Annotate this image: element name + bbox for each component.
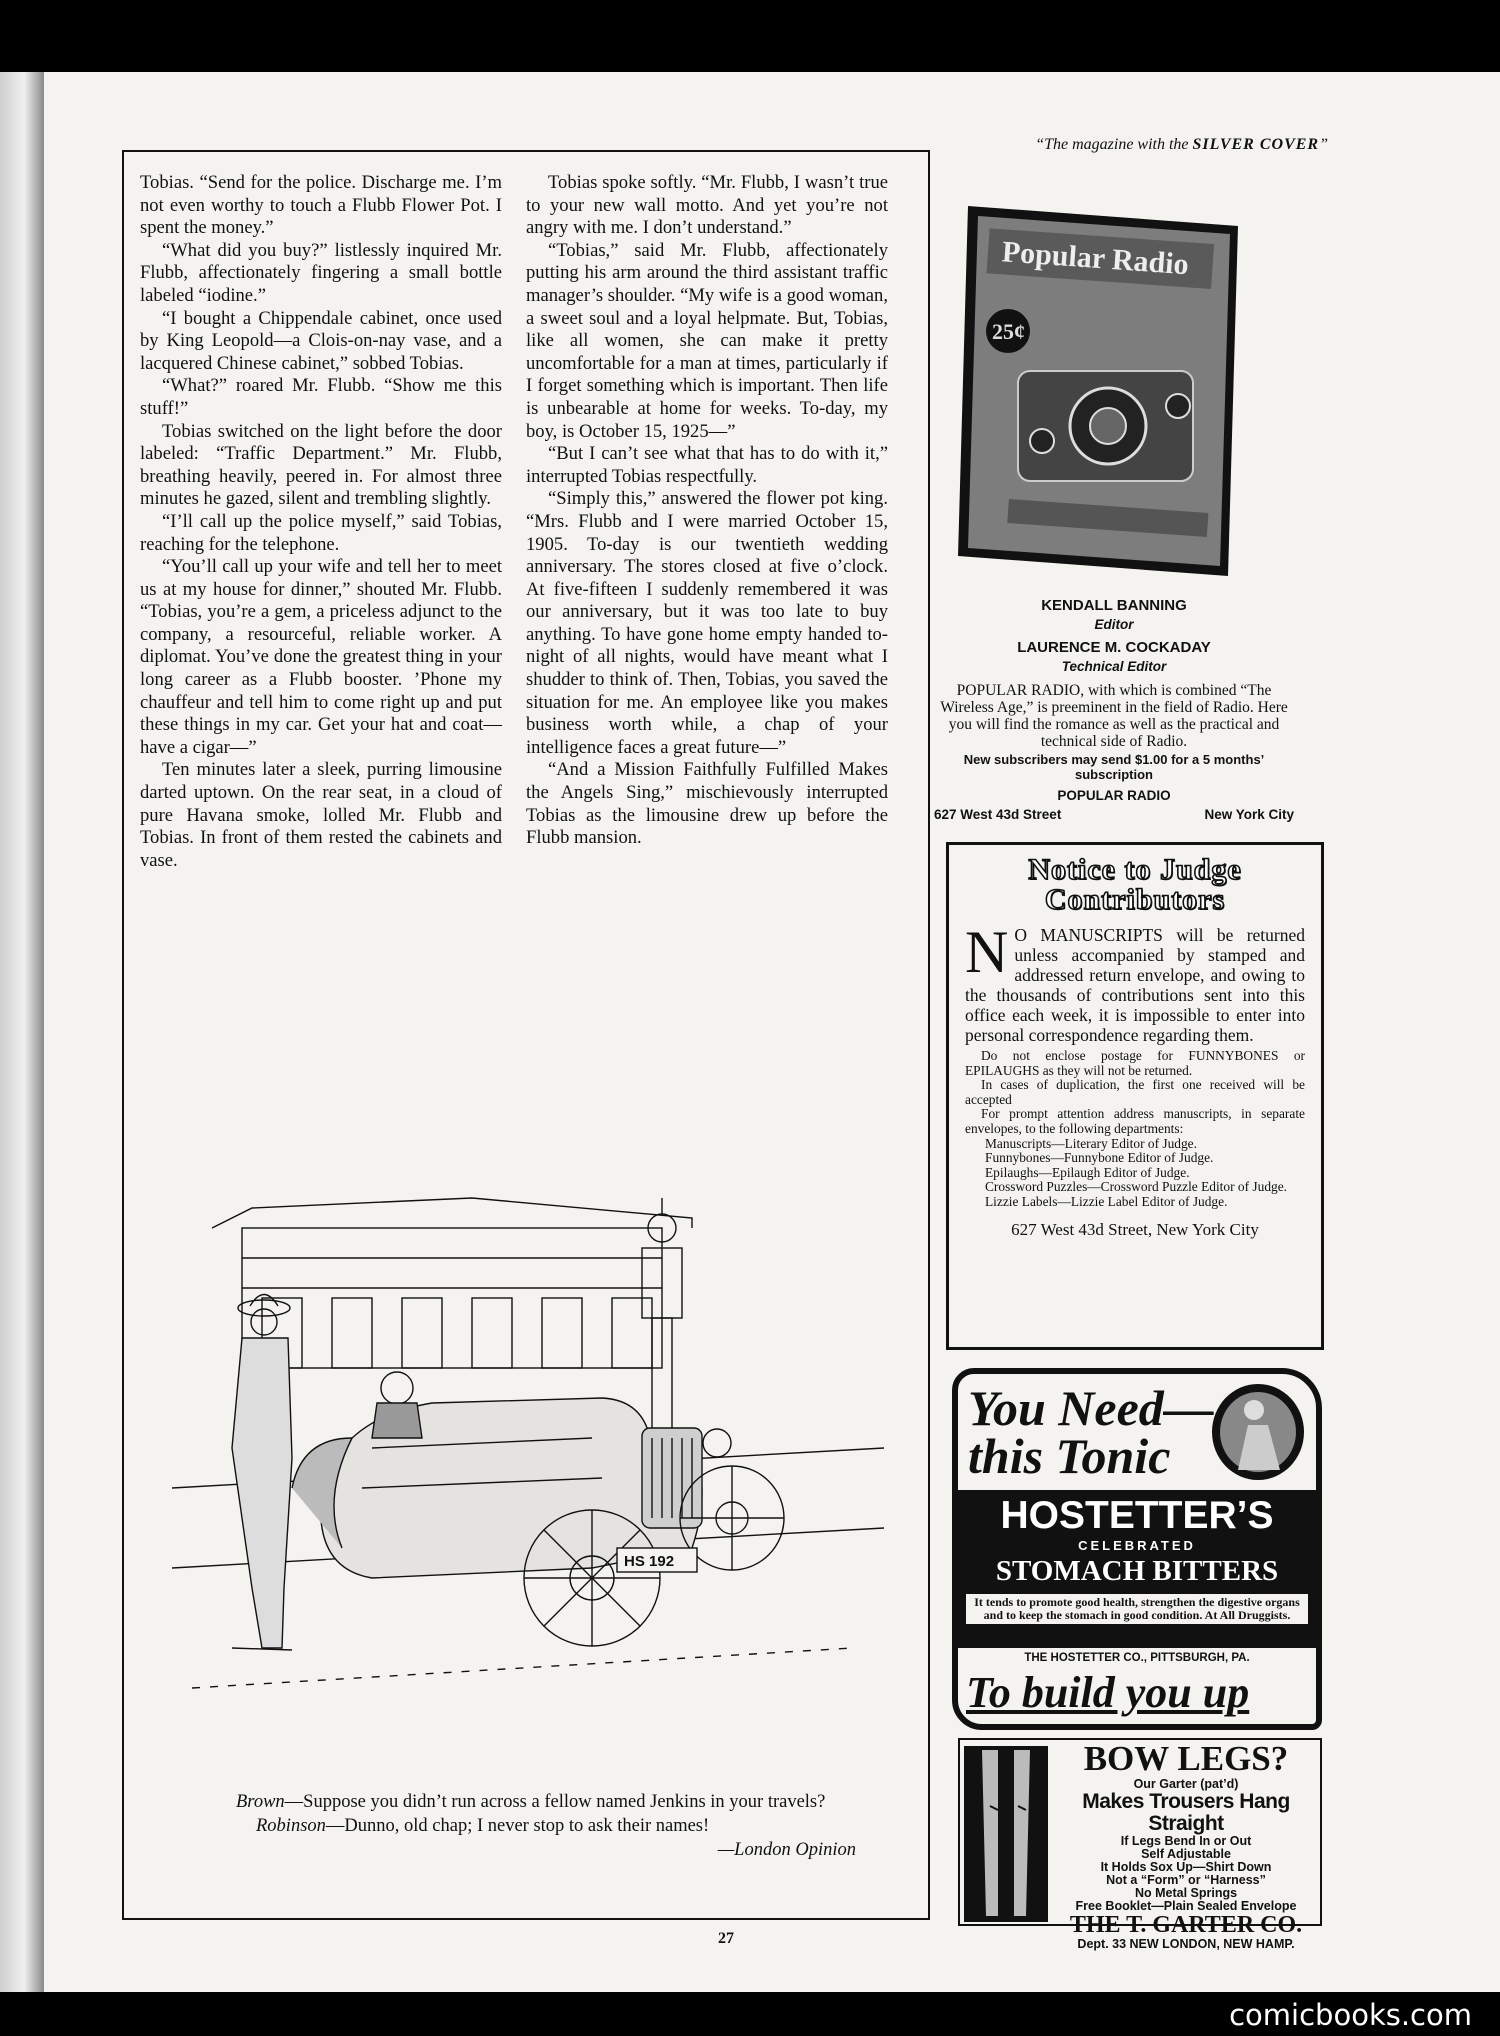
department-item: Lizzie Labels—Lizzie Label Editor of Judge. xyxy=(985,1193,1228,1209)
garter-main: Makes Trousers Hang Straight xyxy=(1082,1790,1290,1835)
tonic-headline: You Need— xyxy=(968,1380,1214,1436)
caption-line: —Dunno, old chap; I never stop to ask their names! xyxy=(325,1816,710,1836)
notice-title: Notice to Judge Contributors xyxy=(1028,853,1242,916)
cartoon-caption xyxy=(236,1790,856,1862)
cover-title: Popular Radio xyxy=(1000,235,1190,282)
tonic-headline: this Tonic xyxy=(968,1428,1171,1484)
license-plate: HS 192 xyxy=(624,1553,675,1570)
paragraph: Tobias spoke softly. “Mr. Flubb, I wasn’t true to your new wall motto. And yet you’re not angry with me. I don’t understand.” xyxy=(526,172,888,239)
tonic-slogan: To build you up xyxy=(966,1668,1250,1717)
magazine-cover-image xyxy=(958,196,1258,578)
publisher-name: POPULAR RADIO xyxy=(1057,788,1171,803)
paragraph: “What did you buy?” listlessly inquired Mr. Flubb, affectionately fingering a small bottle labeled “iodine.” xyxy=(140,239,502,306)
department-item: Epilaughs—Epilaugh Editor of Judge. xyxy=(985,1164,1190,1180)
story-column-2 xyxy=(526,172,888,850)
paragraph: “I’ll call up the police myself,” said Tobias, reaching for the telephone. xyxy=(140,510,502,555)
tech-editor-name: LAURENCE M. COCKADAY xyxy=(1017,639,1211,656)
figure-vignette-icon xyxy=(1208,1380,1308,1484)
drop-cap: N xyxy=(965,919,1009,985)
radio-masthead xyxy=(934,596,1294,824)
speaker-name: Brown xyxy=(236,1792,285,1812)
book-spine xyxy=(0,72,44,1992)
page-number: 27 xyxy=(718,1930,734,1947)
paragraph: “You’ll call up your wife and tell her to meet us at my house for dinner,” shouted Mr. Flubb. “Tobias, you’re a gem, a priceless adjunct to the company, a resourceful, reliable worker. A diplomat. You’ve done the greatest thing in your long career as a Flubb booster. ’Phone my chauffeur and tell him to come right up and put these things in my car. Get your hat and coat—have a cigar—” xyxy=(140,556,502,758)
garter-headline: BOW LEGS? xyxy=(1083,1739,1289,1778)
paragraph: Ten minutes later a sleek, purring limousine darted uptown. On the rear seat, in a cloud of pure Havana smoke, lolled Mr. Flubb and Tobias. In front of them rested the cabinets and vase. xyxy=(140,759,502,871)
department-item: Funnybones—Funnybone Editor of Judge. xyxy=(985,1150,1214,1166)
paragraph: “And a Mission Faithfully Fulfilled Makes the Angels Sing,” mischievously interrupted Tobias as the limousine drew up before the Flubb mansion. xyxy=(526,759,888,849)
tonic-brand: HOSTETTER’S xyxy=(1000,1494,1274,1537)
notice-paragraph: Do not enclose postage for FUNNYBONES or EPILAUGHS as they will not be returned. xyxy=(965,1048,1305,1078)
speaker-name: Robinson xyxy=(256,1816,326,1836)
editor-title: Editor xyxy=(1094,617,1134,632)
paragraph: “What?” roared Mr. Flubb. “Show me this stuff!” xyxy=(140,375,502,419)
cover-price: 25¢ xyxy=(992,319,1025,344)
tech-editor-title: Technical Editor xyxy=(1061,659,1167,674)
editor-name: KENDALL BANNING xyxy=(1041,597,1187,614)
notice-box xyxy=(946,842,1324,1350)
notice-paragraph: In cases of duplication, the first one received will be accepted xyxy=(965,1077,1305,1107)
notice-lead: O MANUSCRIPTS will be returned unless accompanied by stamped and addressed return envelope, and owing to the thousands of contributions sent into this office each week, it is impossible to enter into personal correspondence regarding them. xyxy=(965,925,1305,1045)
tonic-celebrated: CELEBRATED xyxy=(1078,1538,1196,1553)
radio-tagline: “The magazine with the SILVER COVER” xyxy=(1035,136,1328,153)
story-column-1 xyxy=(140,172,502,872)
department-list xyxy=(965,1137,1305,1210)
paragraph: “I bought a Chippendale cabinet, once used by King Leopold—a Clois-on-nay vase, and a lacquered Chinese cabinet,” sobbed Tobias. xyxy=(140,307,502,374)
publisher-address: 627 West 43d Street New York City xyxy=(934,807,1294,822)
paragraph: Tobias. “Send for the police. Discharge me. I’m not even worthy to touch a Flubb Flower Pot. I spent the money.” xyxy=(140,172,502,239)
car-illustration xyxy=(172,1188,884,1758)
tonic-text: It tends to promote good health, strengthen the digestive organs and to keep the stomach in good condition. At All Druggists. xyxy=(966,1594,1308,1624)
paragraph: “But I can’t see what that has to do with it,” interrupted Tobias respectfully. xyxy=(526,443,888,487)
paragraph: “Tobias,” said Mr. Flubb, affectionately putting his arm around the third assistant traffic manager’s shoulder. “My wife is a good woman, a sweet soul and a loyal helpmate. But, Tobias, like all women, she can make it pretty uncomfortable for a man at times, particularly if I forget something which is important. Then life is unbearable at home for weeks. To-day, my boy, is October 15, 1925—” xyxy=(526,239,888,442)
caption-credit: —London Opinion xyxy=(717,1840,856,1860)
department-item: Crossword Puzzles—Crossword Puzzle Editor of Judge. xyxy=(985,1179,1287,1195)
paragraph: Tobias switched on the light before the door labeled: “Traffic Department.” Mr. Flubb, breathing heavily, peered in. For almost three minutes he gazed, silent and trembling slightly. xyxy=(140,420,502,510)
caption-line: —Suppose you didn’t run across a fellow named Jenkins in your travels? xyxy=(284,1792,826,1812)
tonic-company: THE HOSTETTER CO., PITTSBURGH, PA. xyxy=(1024,1652,1250,1664)
paragraph: “Simply this,” answered the flower pot king. “Mrs. Flubb and I were married October 15, 1905. To-day is our twentieth wedding anniversary. The stores closed at five o’clock. At five-fifteen I suddenly remembered it was our anniversary, but it was too late to buy anything. To have gone home empty handed to-night of all nights, would have meant what I shudder to think of. Then, Tobias, you saved the situation for me. An employee like you makes business worth while, a chap of your intelligence faces a great future—” xyxy=(526,488,888,758)
legs-illustration xyxy=(964,1746,1048,1922)
hostetter-ad xyxy=(952,1368,1322,1730)
notice-address: 627 West 43d Street, New York City xyxy=(1011,1219,1259,1239)
notice-paragraph: For prompt attention address manuscripts, in separate envelopes, to the following departments: xyxy=(965,1106,1305,1136)
department-item: Manuscripts—Literary Editor of Judge. xyxy=(985,1135,1197,1151)
tonic-product: STOMACH BITTERS xyxy=(995,1555,1279,1587)
radio-description: POPULAR RADIO, with which is combined “The Wireless Age,” is preeminent in the field of Radio. Here you will find the romance as well as the practical and technical side of Radio. xyxy=(940,682,1288,750)
watermark: comicbooks.com xyxy=(1229,1998,1472,2032)
garter-ad: BOW LEGS? Our Garter (pat’d) Makes Trousers Hang Straight If Legs Bend In or Out Self Adjustable It Holds Sox Up—Shirt Down Not a “Form” or “Harness” No Metal Springs Free Booklet—Plain Sealed Envelope THE T. GARTER CO. Dept. 33 NEW LONDON, NEW HAMP. xyxy=(958,1738,1322,1926)
garter-company: THE T. GARTER CO. xyxy=(1069,1912,1303,1938)
subscription-offer: New subscribers may send $1.00 for a 5 months’ subscription xyxy=(963,752,1265,782)
